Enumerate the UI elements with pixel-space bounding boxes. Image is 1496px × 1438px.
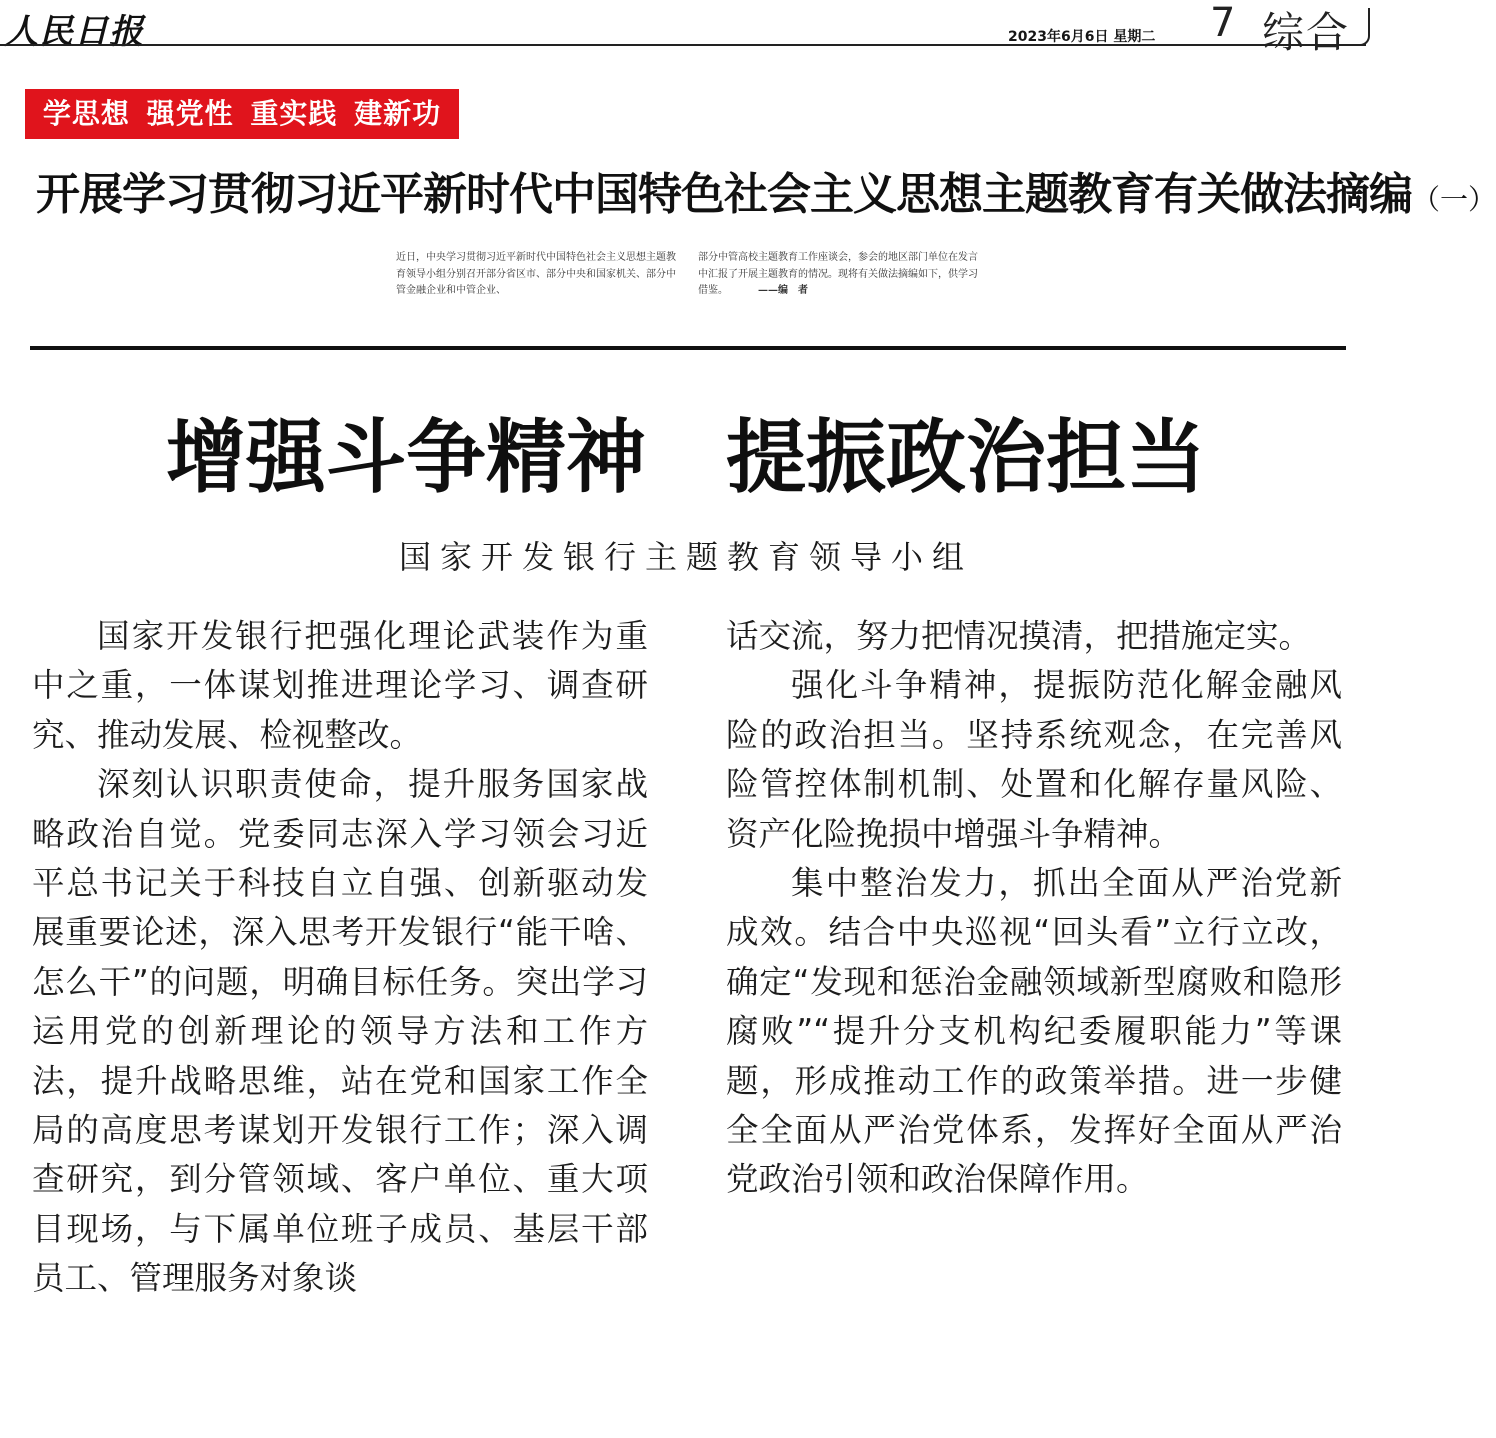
article-paragraph: 国家开发银行把强化理论武装作为重中之重，一体谋划推进理论学习、调查研究、推动发展、检视整改。 <box>32 617 648 754</box>
article-paragraph: 集中整治发力，抓出全面从严治党新成效。结合中央巡视“回头看”立行立改，确定“发现和惩治金融领域新型腐败和隐形腐败”“提升分支机构纪委履职能力”等课题，形成推动工作的政策举措。进一步健全全面从严治党体系，发挥好全面从严治党政治引领和政治保障作用。 <box>726 864 1342 1199</box>
page-number: 7 <box>1210 0 1236 46</box>
series-title-suffix: （一） <box>1412 183 1496 216</box>
newspaper-logo: 人民日报 <box>4 12 144 52</box>
masthead <box>0 0 1372 57</box>
editor-note-right <box>698 250 978 300</box>
masthead-rule <box>0 44 1366 46</box>
article-headline: 增强斗争精神 提振政治担当 <box>166 410 1206 504</box>
masthead-rule-corner <box>1358 8 1370 46</box>
editor-note-right-text: 部分中管高校主题教育工作座谈会，参会的地区部门单位在发言中汇报了开展主题教育的情况。现将有关做法摘编如下，供学习借鉴。 <box>698 252 978 296</box>
section-name: 综合 <box>1262 8 1351 57</box>
editor-note-signature: ——编 者 <box>758 285 808 296</box>
article-byline: 国家开发银行主题教育领导小组 <box>398 538 973 576</box>
article-paragraph-continued: 话交流，努力把情况摸清，把措施定实。 <box>726 617 1312 655</box>
series-title-main: 开展学习贯彻习近平新时代中国特色社会主义思想主题教育有关做法摘编 <box>36 169 1412 220</box>
section-divider <box>30 346 1346 350</box>
article-column-right <box>726 612 1342 1205</box>
article-paragraph: 深刻认识职责使命，提升服务国家战略政治自觉。党委同志深入学习领会习近平总书记关于科技自立自强、创新驱动发展重要论述，深入思考开发银行“能干啥、怎么干”的问题，明确目标任务。突出学习运用党的创新理论的领导方法和工作方法，提升战略思维，站在党和国家工作全局的高度思考谋划开发银行工作；深入调查研究，到分管领域、客户单位、重大项目现场，与下属单位班子成员、基层干部员工、管理服务对象谈 <box>32 765 648 1298</box>
theme-banner: 学思想 强党性 重实践 建新功 <box>25 89 459 139</box>
series-title <box>36 160 1496 235</box>
article-paragraph: 强化斗争精神，提振防范化解金融风险的政治担当。坚持系统观念，在完善风险管控体制机制、处置和化解存量风险、资产化险挽损中增强斗争精神。 <box>726 666 1342 853</box>
issue-date: 2023年6月6日 星期二 <box>1008 29 1156 45</box>
article-column-left <box>32 612 648 1304</box>
editor-note-left: 近日，中央学习贯彻习近平新时代中国特色社会主义思想主题教育领导小组分别召开部分省区市、部分中央和国家机关、部分中管金融企业和中管企业、 <box>396 252 676 296</box>
